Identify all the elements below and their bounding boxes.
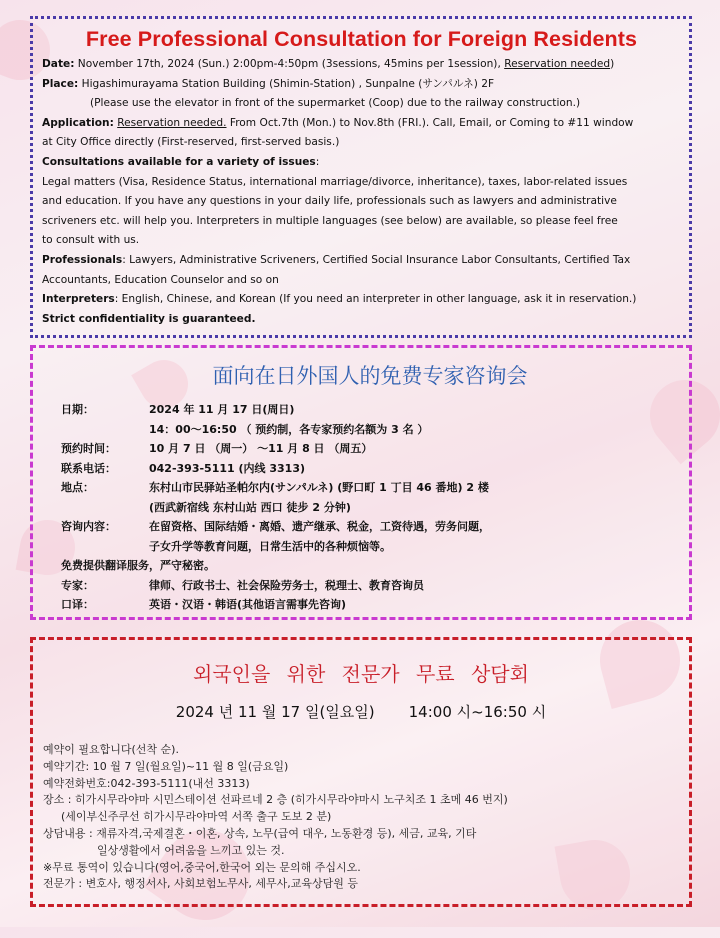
ko-line: 전문가 : 변호사, 행정서사, 사회보험노무사, 세무사,교육상담원 등 [43, 877, 358, 891]
ko-line: ※무료 통역이 있습니다(영어,중국어,한국어 외는 문의해 주십시오. [43, 860, 361, 874]
korean-title: 외국인을 위한 전문가 무료 상담회 [193, 662, 529, 686]
zh-reserve-row: 预约时间： 10 月 7 日 （周一） ～11 月 8 日 （周五） [61, 442, 373, 455]
interpreters-label: Interpreters [42, 293, 115, 306]
korean-time: 14:00 시~16:50 시 [408, 703, 547, 721]
place-value: Higashimurayama Station Building (Shimin-Station) , Sunpalne (サンパルネ) 2F [78, 77, 495, 90]
consult-line: Legal matters (Visa, Residence Status, international marriage/divorce, inheritance), taxes, labor-related issues [42, 175, 628, 188]
consult-heading: Consultations available for a variety of issues [42, 155, 316, 168]
zh-interp-row: 口译： 英语・汉语・韩语(其他语言需事先咨询) [61, 598, 347, 611]
interpreters-line: Interpreters: English, Chinese, and Korean (If you need an interpreter in other language, ask it in reservation.) [42, 293, 637, 306]
zh-translation: 免费提供翻译服务，严守秘密。 [61, 559, 215, 572]
ko-line: (세이부신주쿠선 히가시무라야마역 서쪽 출구 도보 2 분) [61, 810, 332, 824]
zh-consult-line2: 子女升学等教育问题，日常生活中的各种烦恼等。 [149, 539, 391, 553]
place-note: (Please use the elevator in front of the supermarket (Coop) due to the railway construction.) [90, 97, 581, 110]
ko-line: 예약이 필요합니다(선착 순). [43, 743, 179, 756]
zh-time: 14：00～16:50 （ 预约制，各专家预约名额为 3 名 ） [149, 422, 429, 436]
chinese-section [30, 345, 692, 620]
confidentiality-note: Strict confidentiality is guaranteed. [42, 312, 256, 325]
korean-date-line [43, 701, 679, 722]
english-application-line [42, 114, 681, 134]
application-line2: at City Office directly (First-reserved, first-served basis.) [42, 136, 340, 149]
zh-consult-row: 咨询内容： 在留资格、国际结婚・离婚、遗产继承、税金，工资待遇，劳务问题， [61, 520, 490, 533]
date-reservation: Reservation needed [504, 58, 611, 70]
consult-line: to consult with us. [42, 234, 140, 247]
consult-line: and education. If you have any questions in your daily life, professionals such as lawyers and administrative [42, 195, 617, 208]
date-label: Date: [42, 58, 75, 70]
professionals-line: Professionals: Lawyers, Administrative Scriveners, Certified Social Insurance Labor Consultants, Certified Tax [42, 253, 631, 266]
ko-line: 장소 : 히가시무라야마 시민스테이션 선파르네 2 층 (히가시무라야마시 노구치조 1 초메 46 번지) [43, 793, 508, 807]
english-place-line [42, 75, 681, 95]
korean-section [30, 637, 692, 907]
zh-date-row: 日期： 2024 年 11 月 17 日(周日) [61, 403, 295, 416]
korean-date: 2024 년 11 월 17 일(일요일) [175, 703, 375, 721]
ko-line: 예약기간: 10 월 7 일(월요일)~11 월 8 일(금요일) [43, 759, 289, 773]
place-label: Place: [42, 77, 79, 90]
application-reservation: Reservation needed. [117, 116, 227, 129]
english-title: Free Professional Consultation for Foreign Residents [85, 27, 638, 51]
english-date-line: Date: November 17th, 2024 (Sun.) 2:00pm-4:50pm (3sessions, 45mins per 1session), Reservation needed) [42, 58, 615, 70]
ko-line: 예약전화번호:042-393-5111(내선 3313) [43, 776, 250, 790]
zh-phone-row: 联系电话： 042-393-5111 (内线 3313) [61, 461, 305, 475]
application-value: From Oct.7th (Mon.) to Nov.8th (FRI.). Call, Email, or Coming to #11 window [226, 116, 634, 129]
zh-place-note: (西武新宿线 东村山站 西口 徒步 2 分钟) [149, 500, 351, 514]
professionals-label: Professionals [42, 253, 123, 266]
zh-place-row: 地点： 东村山市民驿站圣帕尔内(サンパルネ) (野口町 1 丁目 46 番地) 2 楼 [61, 481, 489, 494]
chinese-title: 面向在日外国人的免费专家咨询会 [212, 364, 528, 388]
professionals-line2: Accountants, Education Counselor and so on [42, 273, 279, 286]
application-label: Application: [42, 116, 114, 129]
consult-heading-line: Consultations available for a variety of issues: [42, 155, 320, 168]
ko-line: 일상생활에서 어려움을 느끼고 있는 것. [97, 843, 285, 857]
ko-line: 상담내용 : 재류자격,국제결혼・이혼, 상속, 노무(급여 대우, 노동환경 등), 세금, 교육, 기타 [43, 826, 477, 840]
consult-line: scriveners etc. will help you. Interpreters in multiple languages (see below) are available, so please feel free [42, 214, 618, 227]
zh-experts-row: 专家： 律师、行政书士、社会保险劳务士，税理士、教育咨询员 [61, 578, 424, 592]
date-value: November 17th, 2024 (Sun.) 2:00pm-4:50pm (3sessions, 45mins per 1session), [74, 58, 505, 70]
english-section [30, 16, 692, 338]
